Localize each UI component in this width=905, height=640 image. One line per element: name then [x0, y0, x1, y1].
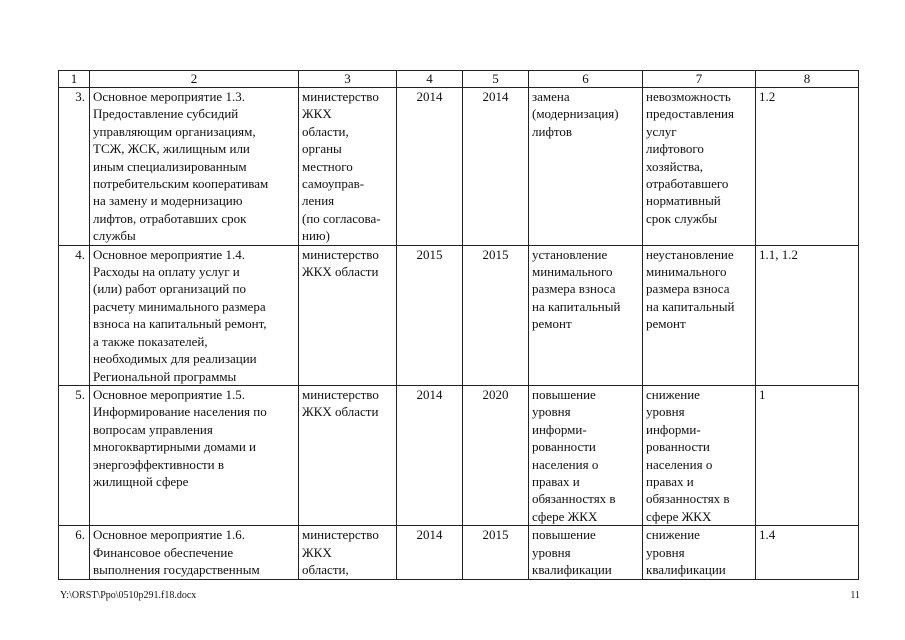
executor: министерство ЖКХ области: [299, 385, 397, 525]
header-cell: 1: [59, 71, 90, 88]
measure-name: Основное мероприятие 1.3. Предоставление субсидий управляющим организациям, ТСЖ, ЖСК, жилищным или иным специализированным потребительским кооперативам на замену и модернизацию лифтов, отработавших срок службы: [90, 88, 299, 246]
executor-cell: [299, 526, 397, 580]
table-header-row: [59, 71, 859, 88]
table-row: [59, 385, 859, 525]
measure-name: Основное мероприятие 1.6. Финансовое обеспечение выполнения государственным: [93, 527, 260, 577]
table-row: [59, 88, 859, 246]
non-implementation-consequence-cell: [643, 526, 756, 580]
row-number: 4.: [59, 245, 90, 385]
expected-result: повышение уровня информи- рованности населения о правах и обязанностях в сфере ЖКХ: [529, 385, 643, 525]
start-year: 2015: [397, 245, 463, 385]
header-cell: 7: [643, 71, 756, 88]
executor: министерство ЖКХ области: [299, 245, 397, 385]
linked-indicator: 1.4: [756, 526, 859, 580]
row-number: 6.: [59, 526, 90, 580]
header-cell: 3: [299, 71, 397, 88]
non-implementation-consequence: снижение уровня квалификации: [646, 527, 726, 577]
measure-name: Основное мероприятие 1.4. Расходы на оплату услуг и (или) работ организаций по расчету минимального размера взноса на капитальный ремонт, а также показателей, необходимых для реализации Региональной программы: [90, 245, 299, 385]
start-year: 2014: [397, 526, 463, 580]
non-implementation-consequence: невозможность предоставления услуг лифтового хозяйства, отработавшего нормативный срок службы: [643, 88, 756, 246]
header-cell: 4: [397, 71, 463, 88]
table-row: [59, 526, 859, 580]
footer-file-path: Y:\ORST\Ppo\0510p291.f18.docx: [60, 590, 197, 601]
header-cell: 5: [463, 71, 529, 88]
non-implementation-consequence: неустановление минимального размера взноса на капитальный ремонт: [643, 245, 756, 385]
header-cell: 2: [90, 71, 299, 88]
row-number: 3.: [59, 88, 90, 246]
non-implementation-consequence: снижение уровня информи- рованности населения о правах и обязанностях в сфере ЖКХ: [643, 385, 756, 525]
end-year: 2014: [463, 88, 529, 246]
row-number: 5.: [59, 385, 90, 525]
header-cell: 6: [529, 71, 643, 88]
linked-indicator: 1.1, 1.2: [756, 245, 859, 385]
end-year: 2020: [463, 385, 529, 525]
expected-result: повышение уровня квалификации: [532, 527, 612, 577]
executor: министерство ЖКХ области,: [302, 527, 379, 577]
program-measures-table: [58, 70, 859, 580]
linked-indicator: 1.2: [756, 88, 859, 246]
footer-page-number: 11: [850, 590, 860, 601]
start-year: 2014: [397, 385, 463, 525]
expected-result: установление минимального размера взноса на капитальный ремонт: [529, 245, 643, 385]
header-cell: 8: [756, 71, 859, 88]
end-year: 2015: [463, 526, 529, 580]
measure-name-cell: [90, 526, 299, 580]
expected-result-cell: [529, 526, 643, 580]
executor: министерство ЖКХ области, органы местного самоуправ- ления (по согласова- нию): [299, 88, 397, 246]
end-year: 2015: [463, 245, 529, 385]
start-year: 2014: [397, 88, 463, 246]
table-row: [59, 245, 859, 385]
measure-name: Основное мероприятие 1.5. Информирование населения по вопросам управления многоквартирными домами и энергоэффективности в жилищной сфере: [90, 385, 299, 525]
linked-indicator: 1: [756, 385, 859, 525]
expected-result: замена (модернизация) лифтов: [529, 88, 643, 246]
